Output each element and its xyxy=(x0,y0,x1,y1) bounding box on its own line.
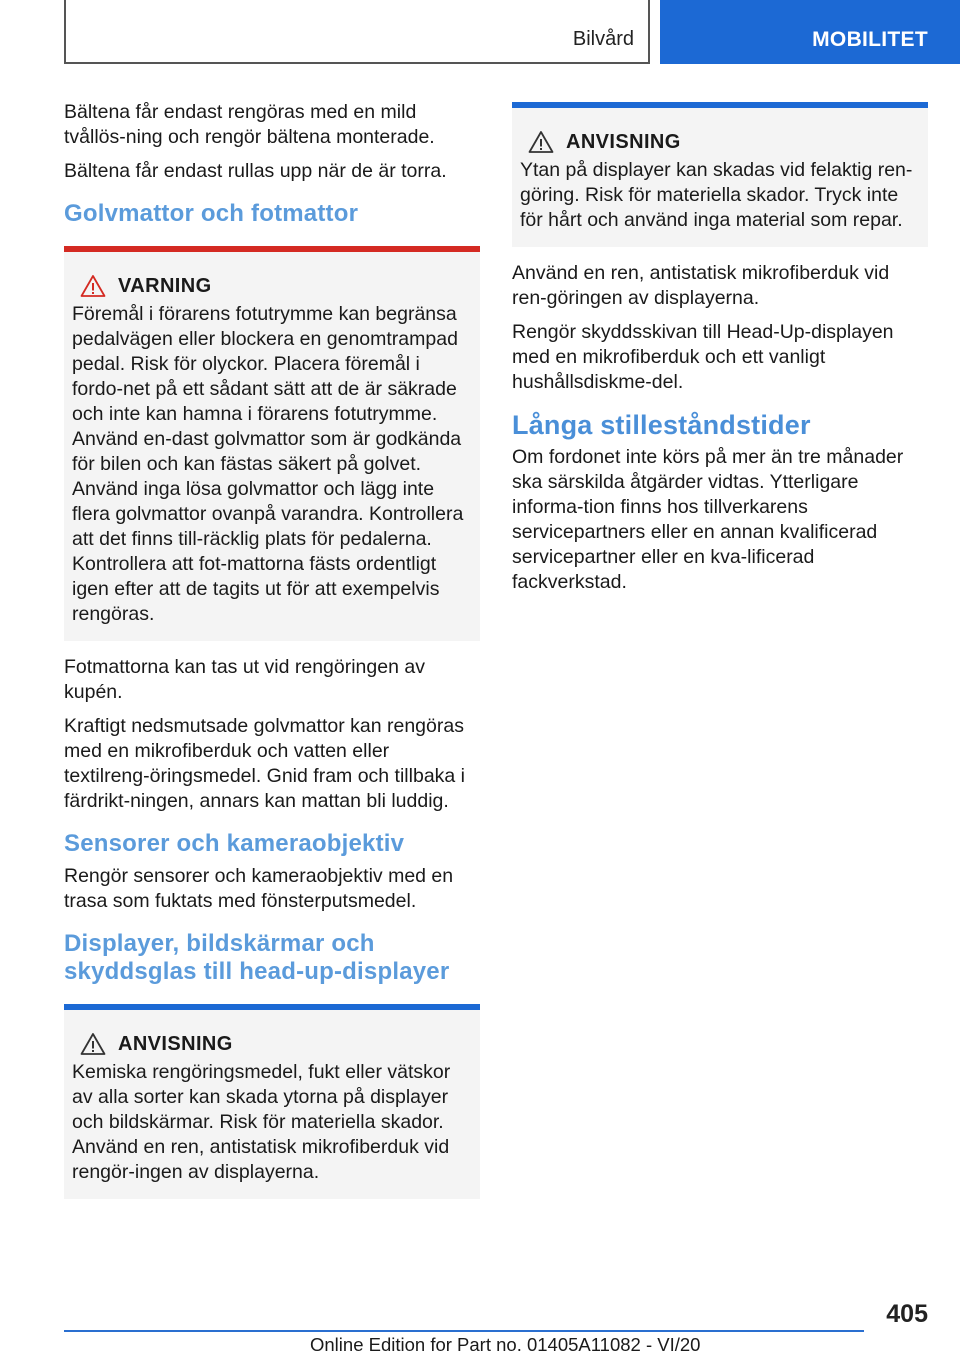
warning-triangle-icon xyxy=(80,1032,106,1056)
notice-text: Kemiska rengöringsmedel, fukt eller vätskor av alla sorter kan skada ytorna på displayer och bildskärmar. Risk för materiella skador. Använd en ren, antistatisk mikrofiberduk vid rengör-ingen av displayerna. xyxy=(72,1061,451,1183)
left-column xyxy=(64,100,480,1213)
notice-title: ANVISNING xyxy=(566,130,681,153)
footer-edition-text: Online Edition for Part no. 01405A11082 - VI/20 xyxy=(310,1334,701,1355)
paragraph-microfiber-cloth: Använd en ren, antistatisk mikrofiberduk vid ren-göringen av displayerna. xyxy=(512,262,890,309)
heading-sensors: Sensorer och kameraobjektiv xyxy=(64,830,405,857)
header-chapter-tab-label: MOBILITET xyxy=(812,28,928,51)
notice-title: ANVISNING xyxy=(118,1032,233,1055)
warning-triangle-icon xyxy=(528,130,554,154)
notice-box-displays-chemicals xyxy=(64,1004,480,1199)
paragraph-sensors-cleaning: Rengör sensorer och kameraobjektiv med en trasa som fuktats med fönsterputsmedel. xyxy=(64,865,454,912)
paragraph-seatbelt-cleaning: Bältena får endast rengöras med en mild tvållös-ning och rengör bältena monterade. xyxy=(64,101,435,148)
paragraph-hud-cleaning: Rengör skyddsskivan till Head-Up-displayen med en mikrofiberduk och ett vanligt hushållsdiskme-del. xyxy=(512,321,894,393)
notice-header xyxy=(520,130,916,154)
footer-divider xyxy=(64,1330,864,1332)
heading-displays: Displayer, bildskärmar och skyddsglas till head-up-displayer xyxy=(64,930,450,985)
paragraph-mats-cleaning: Kraftigt nedsmutsade golvmattor kan rengöras med en mikrofiberduk och vatten eller textilreng-öringsmedel. Gnid fram och tillbaka i färdrikt-ningen, annars kan mattan bli luddig. xyxy=(64,715,466,812)
page-number: 405 xyxy=(886,1300,928,1328)
heading-floor-mats: Golvmattor och fotmattor xyxy=(64,200,359,227)
right-column xyxy=(512,102,928,604)
notice-header xyxy=(72,1032,468,1056)
paragraph-mats-removal: Fotmattorna kan tas ut vid rengöringen av kupén. xyxy=(64,656,425,703)
paragraph-seatbelt-rolling: Bältena får endast rullas upp när de är torra. xyxy=(64,160,447,182)
warning-title: VARNING xyxy=(118,274,212,297)
header-chapter-tab[interactable] xyxy=(660,0,960,64)
warning-triangle-icon xyxy=(80,274,106,298)
heading-long-standstill: Långa stilleståndstider xyxy=(512,410,811,440)
warning-header xyxy=(72,274,468,298)
notice-text: Ytan på displayer kan skadas vid felaktig ren-göring. Risk för materiella skador. Tryck inte för hårt och använd inga material som repar. xyxy=(520,159,913,231)
warning-box-floor-mats xyxy=(64,246,480,641)
header-section-label: Bilvård xyxy=(572,28,634,50)
paragraph-long-standstill: Om fordonet inte körs på mer än tre månader ska särskilda åtgärder vidtas. Ytterligare informa-tion finns hos tillverkarens servicepartners eller en annan kvalificerad servicepartner eller en kva-lificerad fackverkstad. xyxy=(512,446,904,593)
header-section-box xyxy=(64,0,650,64)
warning-text: Föremål i förarens fotutrymme kan begränsa pedalvägen eller blockera en genomtrampad pedal. Risk för olyckor. Placera föremål i fordo-net på ett sådant sätt att de är säkrade och inte kan hamna i förarens fotutrymme. Använd en-dast golvmattor som är godkända för bilen och kan fästas säkert på golvet. Använd inga lösa golvmattor och lägg inte flera golvmattor ovanpå varandra. Kontrollera att det finns till-räcklig plats för pedalerna. Kontrollera att fot-mattorna fästs ordentligt igen efter att de tagits ut för att exempelvis rengöras. xyxy=(72,303,464,625)
notice-box-displays-surface xyxy=(512,102,928,247)
